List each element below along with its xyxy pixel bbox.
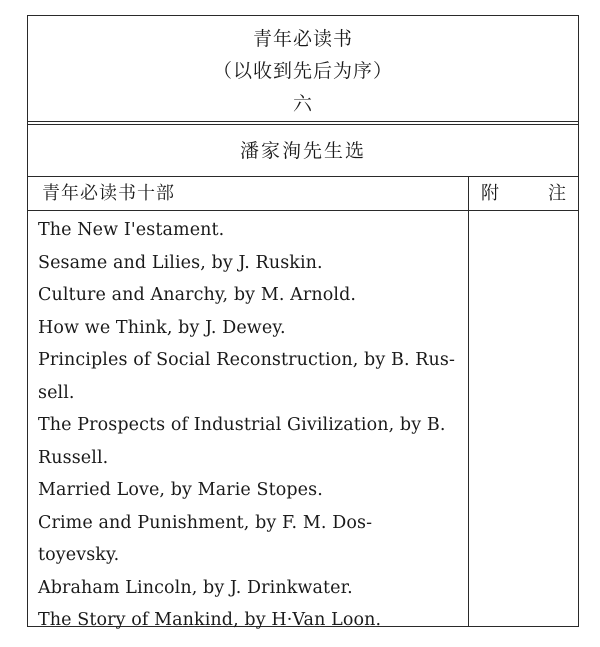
notes-column — [469, 212, 578, 626]
form-title: 青年必读书 — [252, 28, 353, 50]
list-item: How we Think, by J. Dewey. — [38, 317, 286, 338]
book-list-heading: 青年必读书十部 — [42, 183, 175, 204]
list-item: Russell. — [38, 447, 109, 468]
list-item: The Prospects of Industrial Givilization, by B. — [38, 415, 446, 435]
list-item: Crime and Punishment, by F. M. Dos- — [38, 512, 373, 533]
form-header — [28, 16, 578, 123]
header-divider-top — [28, 121, 578, 122]
list-item: Married Love, by Marie Stopes. — [38, 480, 323, 500]
list-item: Sesame and Lilies, by J. Ruskin. — [38, 252, 323, 273]
notes-heading-char-1: 附 — [481, 183, 499, 204]
list-item: sell. — [38, 382, 75, 403]
column-header-divider — [28, 210, 578, 211]
selector-divider — [28, 176, 578, 177]
list-item: Culture and Anarchy, by M. Arnold. — [38, 285, 357, 305]
list-item: toyevsky. — [38, 545, 120, 565]
list-item: Principles of Social Reconstruction, by B. Rus- — [38, 350, 456, 370]
list-item: The New I'estament. — [38, 220, 225, 240]
book-list — [38, 214, 458, 637]
header-divider-bottom — [28, 124, 578, 125]
form-number: 六 — [292, 93, 313, 115]
form-subtitle: （以收到先后为序） — [212, 60, 393, 82]
list-item: The Story of Mankind, by H·Van Loon. — [38, 610, 382, 630]
reading-list-form — [27, 15, 579, 630]
selector-name: 潘家洵先生选 — [239, 140, 366, 162]
list-item: Abraham Lincoln, by J. Drinkwater. — [38, 577, 353, 598]
notes-heading — [468, 179, 578, 208]
notes-heading-char-2: 注 — [548, 183, 566, 204]
